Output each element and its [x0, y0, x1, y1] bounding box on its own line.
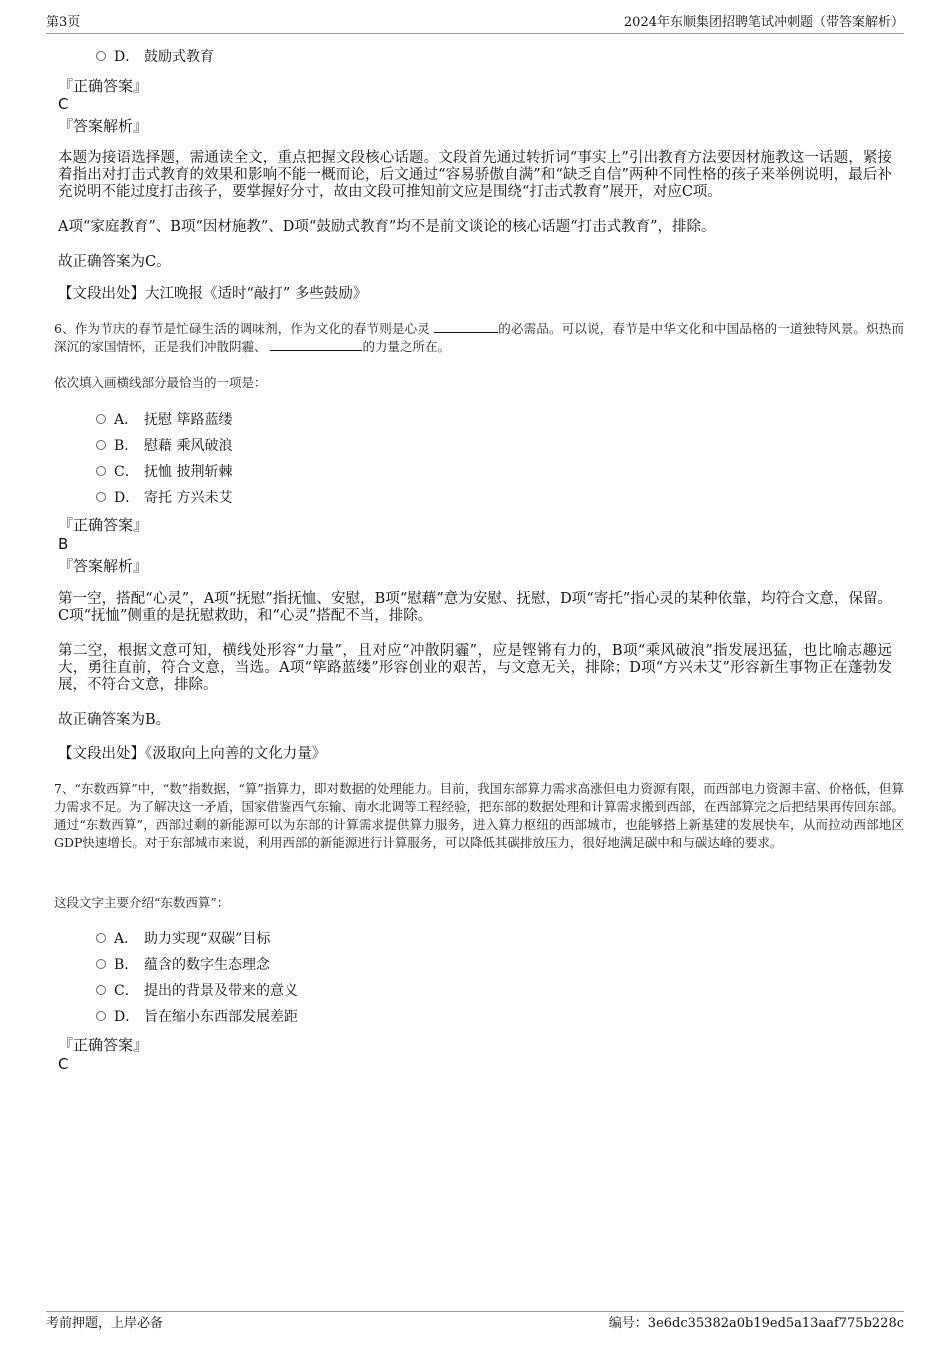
q6-source: 【文段出处】《汲取向上向善的文化力量》 [58, 746, 327, 762]
q5-analysis-para-3: 故正确答案为C。 [58, 254, 171, 270]
radio-icon[interactable] [96, 51, 106, 61]
q5-analysis-label: 『答案解析』 [58, 117, 149, 135]
footer-slogan: 考前押题，上岸必备 [46, 1316, 164, 1331]
q7-correct-label: 『正确答案』 [58, 1036, 149, 1054]
q7-prompt: 这段文字主要介绍“东数西算”： [54, 895, 230, 910]
q6-prompt: 依次填入画横线部分最恰当的一项是： [54, 375, 267, 390]
q6-analysis-label: 『答案解析』 [58, 557, 149, 575]
radio-icon[interactable] [96, 466, 106, 476]
q7-correct-answer: C [58, 1055, 69, 1073]
blank-line [434, 320, 498, 333]
radio-icon[interactable] [96, 933, 106, 943]
q6-analysis-para-2: 第二空，根据文意可知，横线处形容“力量”，且对应“冲散阴霾”，应是铿锵有力的，B项“乘风破浪”指发展迅猛，也比喻志趣远大，勇往直前，符合文意，当选。A项“筚路蓝缕”形容创业的艰苦，与文意无关，排除；D项“方兴未艾”形容新生事物正在蓬勃发展，不符合文意，排除。 [58, 643, 892, 693]
blank-line [270, 338, 362, 351]
q6-option-a[interactable]: A． 抚慰 筚路蓝缕 [96, 411, 232, 429]
q7-option-a[interactable]: A． 助力实现“双碳”目标 [96, 930, 270, 948]
q7-stem: 7、“东数西算”中，“数”指数据，“算”指算力，即对数据的处理能力。目前，我国东部算力需求高涨但电力资源有限，而西部电力资源丰富、价格低，但算力需求不足。为了解决这一矛盾，国家借鉴西气东输、南水北调等工程经验，把东部的数据处理和计算需求搬到西部，在西部算完之后把结果再传回东部。通过“东数西算”，西部过剩的新能源可以为东部的计算需求提供算力服务，进入算力枢纽的西部城市，也能够搭上新基建的发展快车，从而拉动西部地区GDP快速增长。对于东部城市来说，利用西部的新能源进行计算服务，可以降低其碳排放压力，很好地满足碳中和与碳达峰的要求。 [54, 781, 905, 850]
q6-stem: 6、作为节庆的春节是忙碌生活的调味剂，作为文化的春节则是心灵 的必需品。可以说，春节是中华文化和中国品格的一道独特风景。炽热而深沉的家国情怀，正是我们冲散阴霾、 的力量之所在。 [54, 321, 904, 354]
document-title: 2024年东顺集团招聘笔试冲刺题（带答案解析） [623, 15, 904, 30]
radio-icon[interactable] [96, 985, 106, 995]
radio-icon[interactable] [96, 440, 106, 450]
q6-correct-answer: B [58, 535, 69, 553]
page-footer [46, 1311, 904, 1334]
q7-option-c[interactable]: C． 提出的背景及带来的意义 [96, 982, 298, 1000]
q5-source: 【文段出处】大江晚报《适时“敲打” 多些鼓励》 [58, 286, 368, 302]
q6-correct-label: 『正确答案』 [58, 516, 149, 534]
q6-option-c[interactable]: C． 抚恤 披荆斩棘 [96, 463, 232, 481]
radio-icon[interactable] [96, 414, 106, 424]
page-number: 第3页 [46, 15, 81, 30]
radio-icon[interactable] [96, 1011, 106, 1021]
q7-option-d[interactable]: D． 旨在缩小东西部发展差距 [96, 1008, 298, 1026]
radio-icon[interactable] [96, 492, 106, 502]
q7-option-b[interactable]: B． 蕴含的数字生态理念 [96, 956, 270, 974]
page-header [46, 13, 904, 34]
q6-option-d[interactable]: D． 寄托 方兴未艾 [96, 489, 232, 507]
q5-correct-answer: C [58, 95, 69, 113]
q6-option-b[interactable]: B． 慰藉 乘风破浪 [96, 437, 232, 455]
q6-analysis-para-1: 第一空，搭配“心灵”，A项“抚慰”指抚恤、安慰，B项“慰藉”意为安慰、抚慰，D项“寄托”指心灵的某种依靠，均符合文意，保留。C项“抚恤”侧重的是抚慰救助，和“心灵”搭配不当，排除。 [58, 591, 892, 624]
q5-correct-label: 『正确答案』 [58, 77, 149, 95]
q5-analysis-para-2: A项“家庭教育”、B项“因材施教”、D项“鼓励式教育”均不是前文谈论的核心话题“打击式教育”，排除。 [58, 219, 716, 235]
footer-doc-id: 编号：3e6dc35382a0b19ed5a13aaf775b228c [608, 1316, 904, 1331]
q5-option-d[interactable]: D． 鼓励式教育 [96, 48, 214, 66]
q6-analysis-para-3: 故正确答案为B。 [58, 712, 171, 728]
radio-icon[interactable] [96, 959, 106, 969]
q5-analysis-para-1: 本题为接语选择题，需通读全文，重点把握文段核心话题。文段首先通过转折词“事实上”引出教育方法要因材施教这一话题，紧接着指出对打击式教育的效果和影响不能一概而论，后文通过“容易骄傲自满”和“缺乏自信”两种不同性格的孩子来举例说明，最后补充说明不能过度打击孩子，要掌握好分寸，故由文段可推知前文应是围绕“打击式教育”展开，对应C项。 [58, 150, 892, 200]
